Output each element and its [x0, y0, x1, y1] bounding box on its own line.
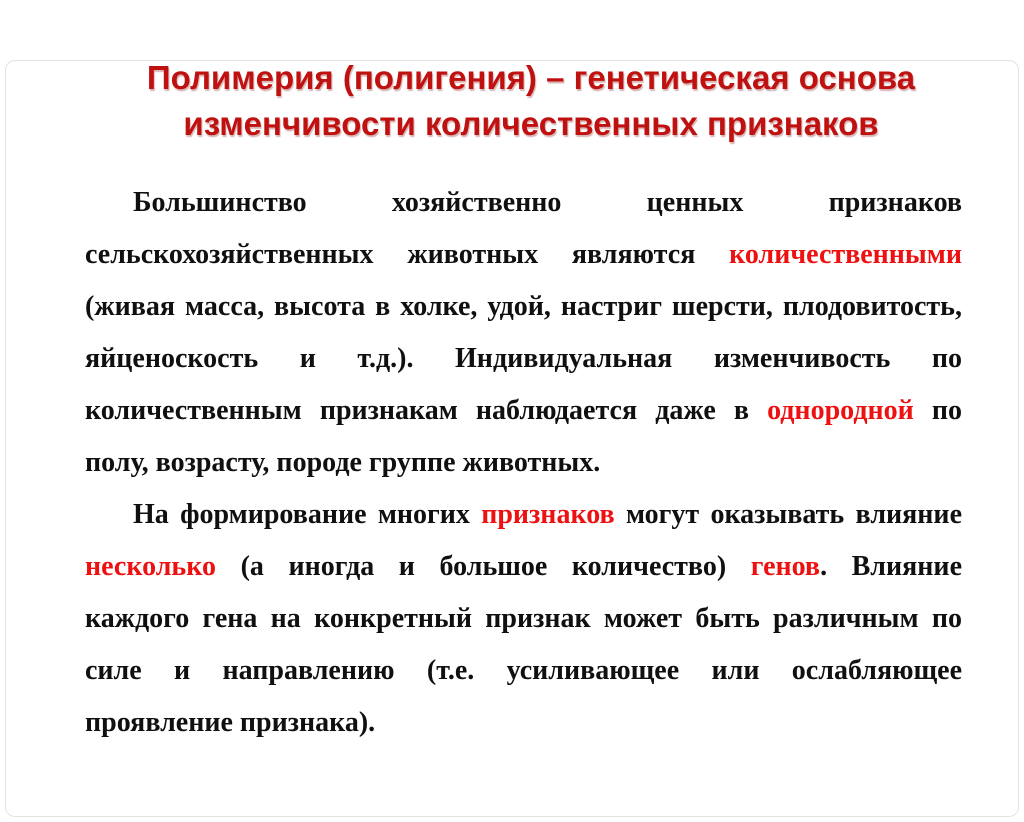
body-line	[85, 593, 962, 645]
highlighted-term: однородной	[767, 395, 914, 426]
body-text-segment: полу, возрасту, породе группе животных.	[85, 447, 601, 478]
body-text-segment: (а иногда и большое количество)	[216, 551, 751, 582]
body-text-segment: (живая масса, высота в холке, удой, настриг шерсти, плодовитость,	[85, 291, 962, 322]
body-text-segment: проявление признака).	[85, 707, 376, 738]
body-line	[85, 333, 962, 385]
highlighted-term: признаков	[481, 499, 615, 530]
title-line-1: Полимерия (полигения) – генетическая основа	[146, 59, 916, 96]
body-line	[85, 281, 962, 333]
body-text	[85, 177, 962, 749]
body-text-segment: каждого гена на конкретный признак может быть различным по	[85, 603, 962, 634]
body-line	[85, 177, 962, 229]
body-text-segment: На формирование многих	[133, 499, 482, 530]
body-line	[85, 645, 962, 697]
body-line	[85, 489, 962, 541]
page-title	[98, 55, 964, 147]
body-text-segment: по	[913, 395, 962, 426]
body-line	[85, 385, 962, 437]
slide	[0, 55, 1024, 822]
body-text-segment: количественным признакам наблюдается даже в	[85, 395, 768, 426]
highlighted-term: генов	[750, 551, 821, 582]
body-line	[85, 541, 962, 593]
body-line	[85, 697, 962, 749]
body-line	[85, 437, 962, 489]
body-text-segment: . Влияние	[820, 551, 962, 582]
body-text-segment: Большинство хозяйственно ценных признаков	[133, 187, 962, 218]
title-line-2: изменчивости количественных признаков	[183, 105, 879, 142]
body-text-segment: сельскохозяйственных животных являются	[85, 239, 730, 270]
body-text-segment: силе и направлению (т.е. усиливающее или ослабляющее	[85, 655, 962, 686]
body-line	[85, 229, 962, 281]
highlighted-term: количественными	[729, 239, 962, 270]
body-text-segment: яйценоскость и т.д.). Индивидуальная изменчивость по	[85, 343, 962, 374]
body-text-segment: могут оказывать влияние	[614, 499, 962, 530]
highlighted-term: несколько	[85, 551, 217, 582]
